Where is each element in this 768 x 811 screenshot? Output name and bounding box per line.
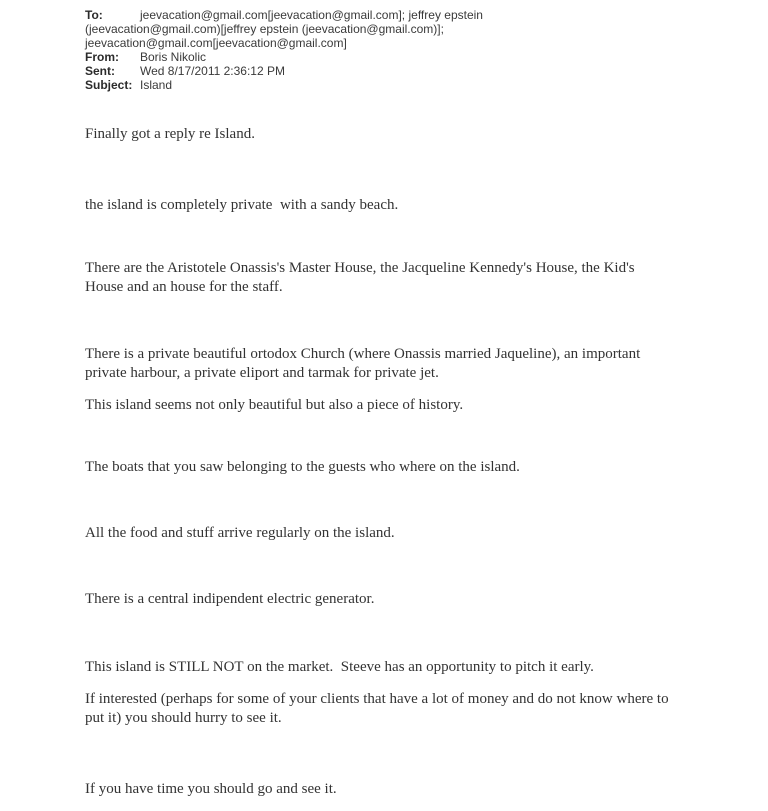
body-paragraph: All the food and stuff arrive regularly on the island. xyxy=(85,525,395,541)
sent-value: Wed 8/17/2011 2:36:12 PM xyxy=(140,64,285,78)
body-paragraph: This island seems not only beautiful but also a piece of history. xyxy=(85,397,464,413)
body-paragraph: the island is completely private with a sandy beach. xyxy=(85,197,399,213)
to-value: jeevacation@gmail.com[jeevacation@gmail.com]; jeffrey epstein (jeevacation@gmail.com)[jeffrey epstein (jeevacation@gmail.com)]; jeevacation@gmail.com[jeevacation@gmail.com] xyxy=(85,8,487,50)
from-label: From: xyxy=(85,50,119,64)
body-paragraph: If interested (perhaps for some of your clients that have a lot of money and do not know where to put it) you should hurry to see it. xyxy=(85,691,673,726)
from-value: Boris Nikolic xyxy=(140,50,207,64)
body-paragraph: The boats that you saw belonging to the guests who where on the island. xyxy=(85,459,520,475)
body-paragraph: There is a central indipendent electric generator. xyxy=(85,591,375,607)
email-body xyxy=(85,0,675,799)
body-paragraph: Finally got a reply re Island. xyxy=(85,126,255,142)
body-paragraph: There is a private beautiful ortodox Church (where Onassis married Jaqueline), an important private harbour, a private eliport and tarmak for private jet. xyxy=(85,346,644,381)
subject-value: Island xyxy=(140,78,173,92)
sent-label: Sent: xyxy=(85,64,115,78)
body-paragraph: If you have time you should go and see it. xyxy=(85,781,337,797)
subject-label: Subject: xyxy=(85,78,133,92)
to-label: To: xyxy=(85,8,103,22)
body-paragraph: This island is STILL NOT on the market. Steeve has an opportunity to pitch it early. xyxy=(85,659,594,675)
body-paragraph: There are the Aristotele Onassis's Master House, the Jacqueline Kennedy's House, the Kid's House and an house for the staff. xyxy=(85,260,639,295)
